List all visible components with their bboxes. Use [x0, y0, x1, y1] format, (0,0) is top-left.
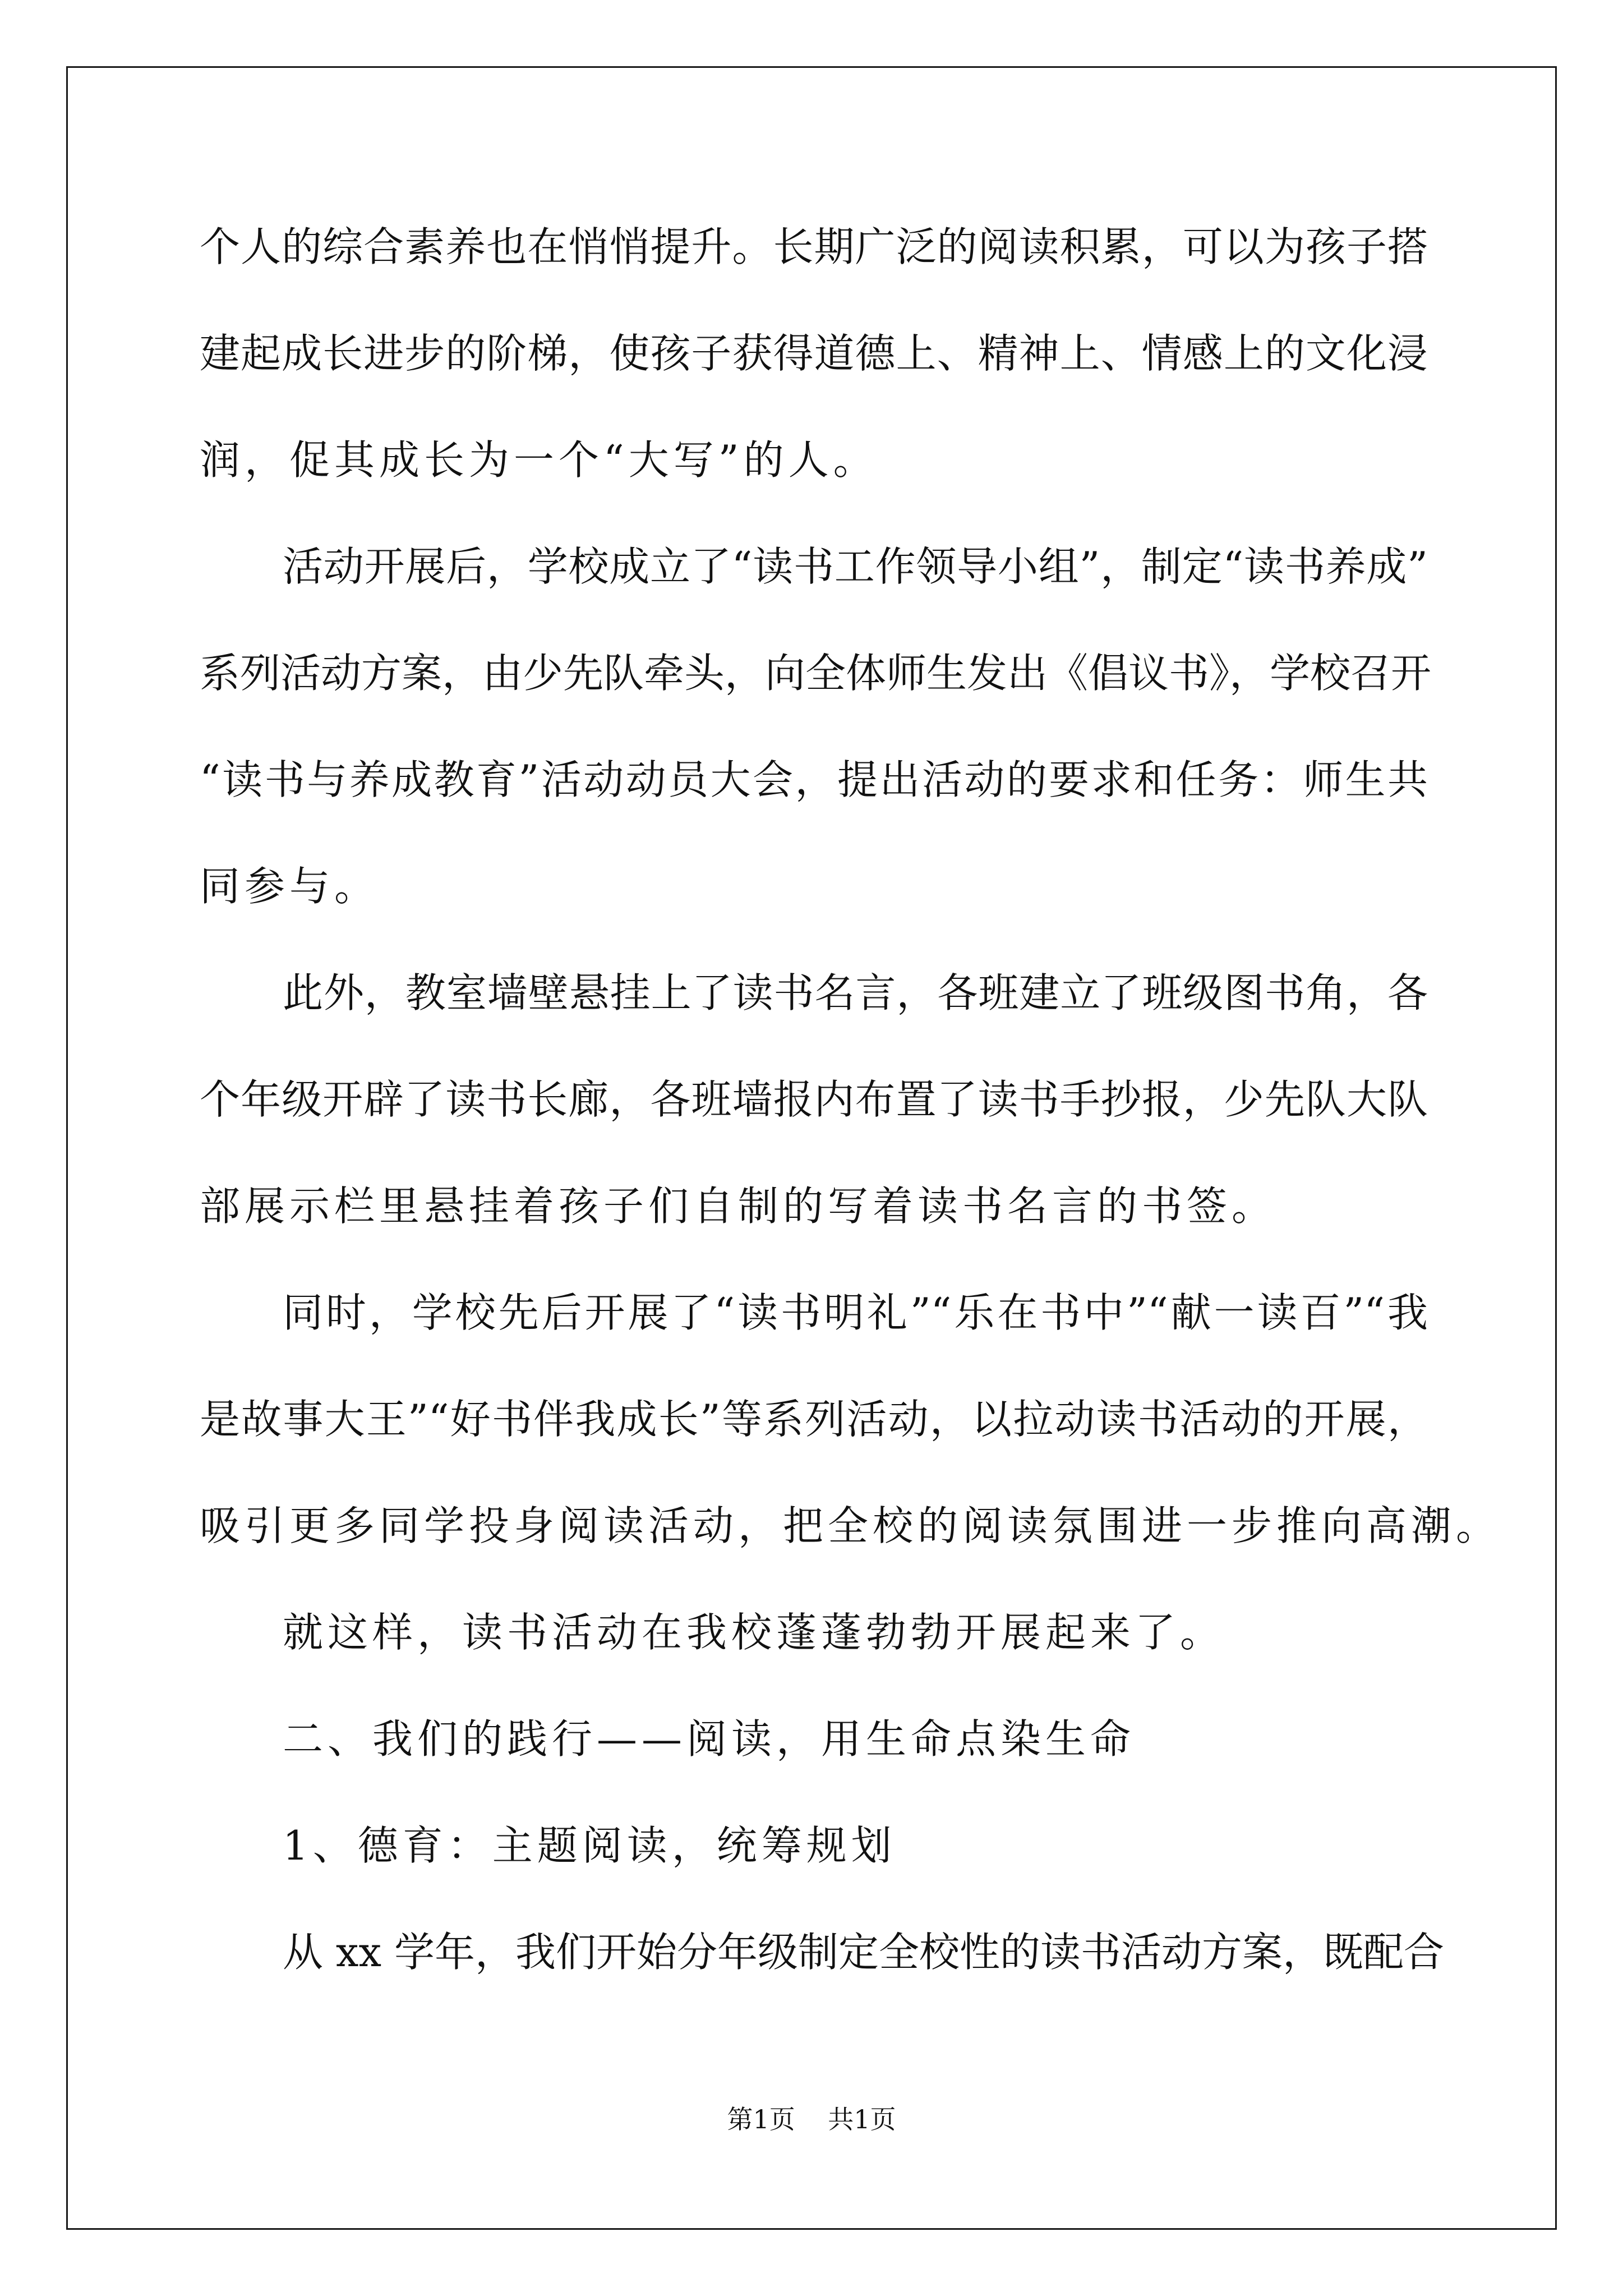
- text-line: 吸引更多同学投身阅读活动，把全校的阅读氛围进一步推向高潮。: [200, 1502, 1501, 1549]
- page-number: 第1页: [727, 2104, 795, 2134]
- paragraph-first-line: 同时，学校先后开展了“读书明礼”“乐在书中”“献一读百”“我: [283, 1289, 1428, 1336]
- text-line: 同参与。: [200, 863, 380, 910]
- page-footer: [0, 2102, 1623, 2136]
- paragraph-first-line: 活动开展后，学校成立了“读书工作领导小组”，制定“读书养成”: [283, 543, 1428, 590]
- page-total: 共1页: [828, 2104, 896, 2134]
- section-heading: 二、我们的践行——阅读，用生命点染生命: [283, 1715, 1136, 1763]
- text-line: 是故事大王”“好书伴我成长”等系列活动，以拉动读书活动的开展，: [200, 1396, 1428, 1443]
- paragraph-first-line: 就这样，读书活动在我校蓬蓬勃勃开展起来了。: [283, 1609, 1225, 1656]
- text-line: 个年级开辟了读书长廊，各班墙报内布置了读书手抄报，少先队大队: [200, 1076, 1428, 1123]
- paragraph-first-line: 从 xx 学年，我们开始分年级制定全校性的读书活动方案，既配合: [283, 1929, 1444, 1976]
- text-line: 润，促其成长为一个“大写”的人。: [200, 436, 878, 484]
- text-line: “读书与养成教育”活动动员大会，提出活动的要求和任务：师生共: [200, 756, 1428, 803]
- text-line: 部展示栏里悬挂着孩子们自制的写着读书名言的书签。: [200, 1182, 1277, 1230]
- text-line: 个人的综合素养也在悄悄提升。长期广泛的阅读积累，可以为孩子搭: [200, 223, 1428, 270]
- subsection-heading: 1、德育：主题阅读，统筹规划: [283, 1822, 896, 1869]
- page-border: [66, 66, 1557, 2230]
- text-line: 系列活动方案，由少先队牵头，向全体师生发出《倡议书》，学校召开: [200, 650, 1432, 697]
- paragraph-first-line: 此外，教室墙壁悬挂上了读书名言，各班建立了班级图书角，各: [283, 969, 1428, 1016]
- text-line: 建起成长进步的阶梯，使孩子获得道德上、精神上、情感上的文化浸: [200, 330, 1428, 377]
